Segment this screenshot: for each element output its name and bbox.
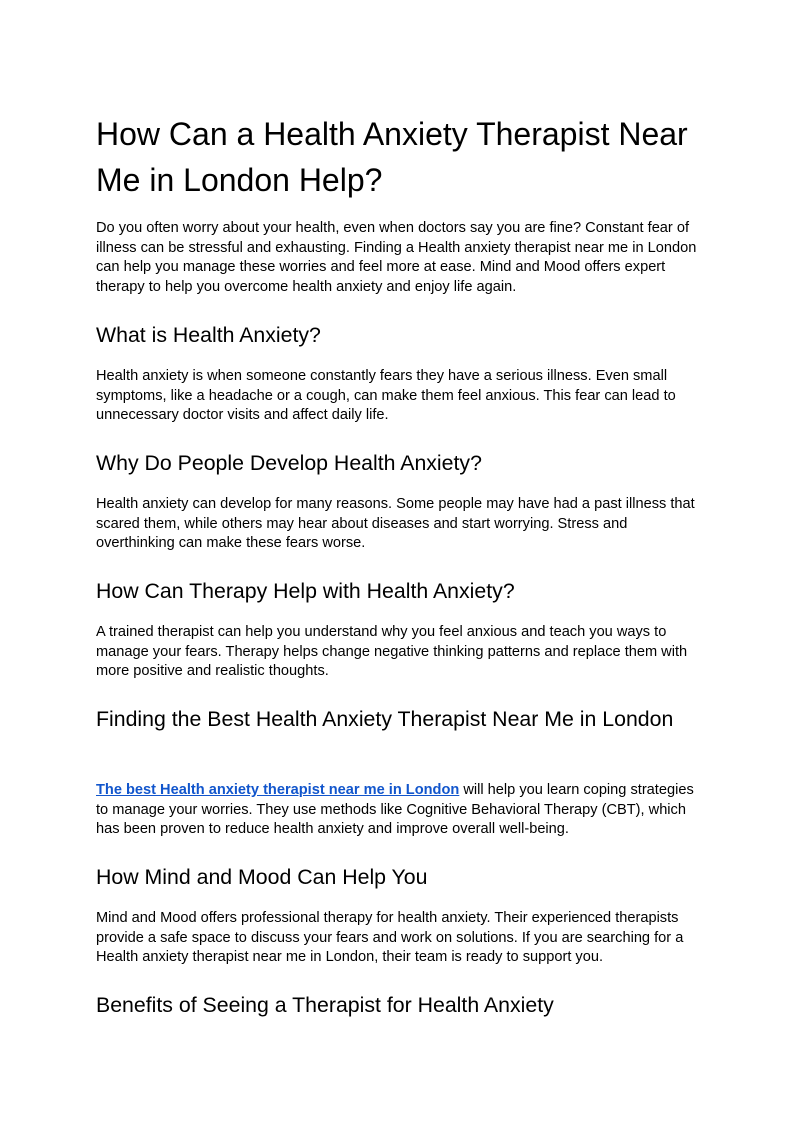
paragraph-why-develop: Health anxiety can develop for many reasons. Some people may have had a past illness that scared them, while others may hear about diseases and start worrying. Stress and overthinking can make these fears worse. [96,496,695,552]
heading-why-develop: Why Do People Develop Health Anxiety? [96,451,482,475]
paragraph-finding-best-therapist-text: will help you learn coping strategies to manage your worries. They use methods like Cognitive Behavioral Therapy (CBT), which has been proven to reduce health anxiety and improve overall well-being. [96,782,694,838]
heading-therapy-help: How Can Therapy Help with Health Anxiety? [96,579,515,603]
paragraph-therapy-help: A trained therapist can help you understand why you feel anxious and teach you ways to manage your fears. Therapy helps change negative thinking patterns and replace them with more positive and realistic thoughts. [96,624,688,680]
page-title: How Can a Health Anxiety Therapist Near Me in London Help? [96,116,688,198]
paragraph-what-is-health-anxiety: Health anxiety is when someone constantly fears they have a serious illness. Even small symptoms, like a headache or a cough, can make them feel anxious. This fear can lead to unnecessary doctor visits and affect daily life. [96,368,676,424]
heading-what-is-health-anxiety: What is Health Anxiety? [96,323,321,347]
heading-mind-and-mood: How Mind and Mood Can Help You [96,865,428,889]
heading-finding-best-therapist: Finding the Best Health Anxiety Therapist Near Me in London [96,707,674,731]
best-therapist-link[interactable]: The best Health anxiety therapist near me in London [96,782,460,798]
paragraph-finding-best-therapist [96,781,706,840]
heading-benefits: Benefits of Seeing a Therapist for Health Anxiety [96,993,554,1017]
intro-paragraph: Do you often worry about your health, even when doctors say you are fine? Constant fear of illness can be stressful and exhausting. Finding a Health anxiety therapist near me in London can help you manage these worries and feel more at ease. Mind and Mood offers expert therapy to help you overcome health anxiety and enjoy life again. [96,220,697,295]
paragraph-mind-and-mood: Mind and Mood offers professional therapy for health anxiety. Their experienced therapists provide a safe space to discuss your fears and work on solutions. If you are searching for a Health anxiety therapist near me in London, their team is ready to support you. [96,910,684,966]
